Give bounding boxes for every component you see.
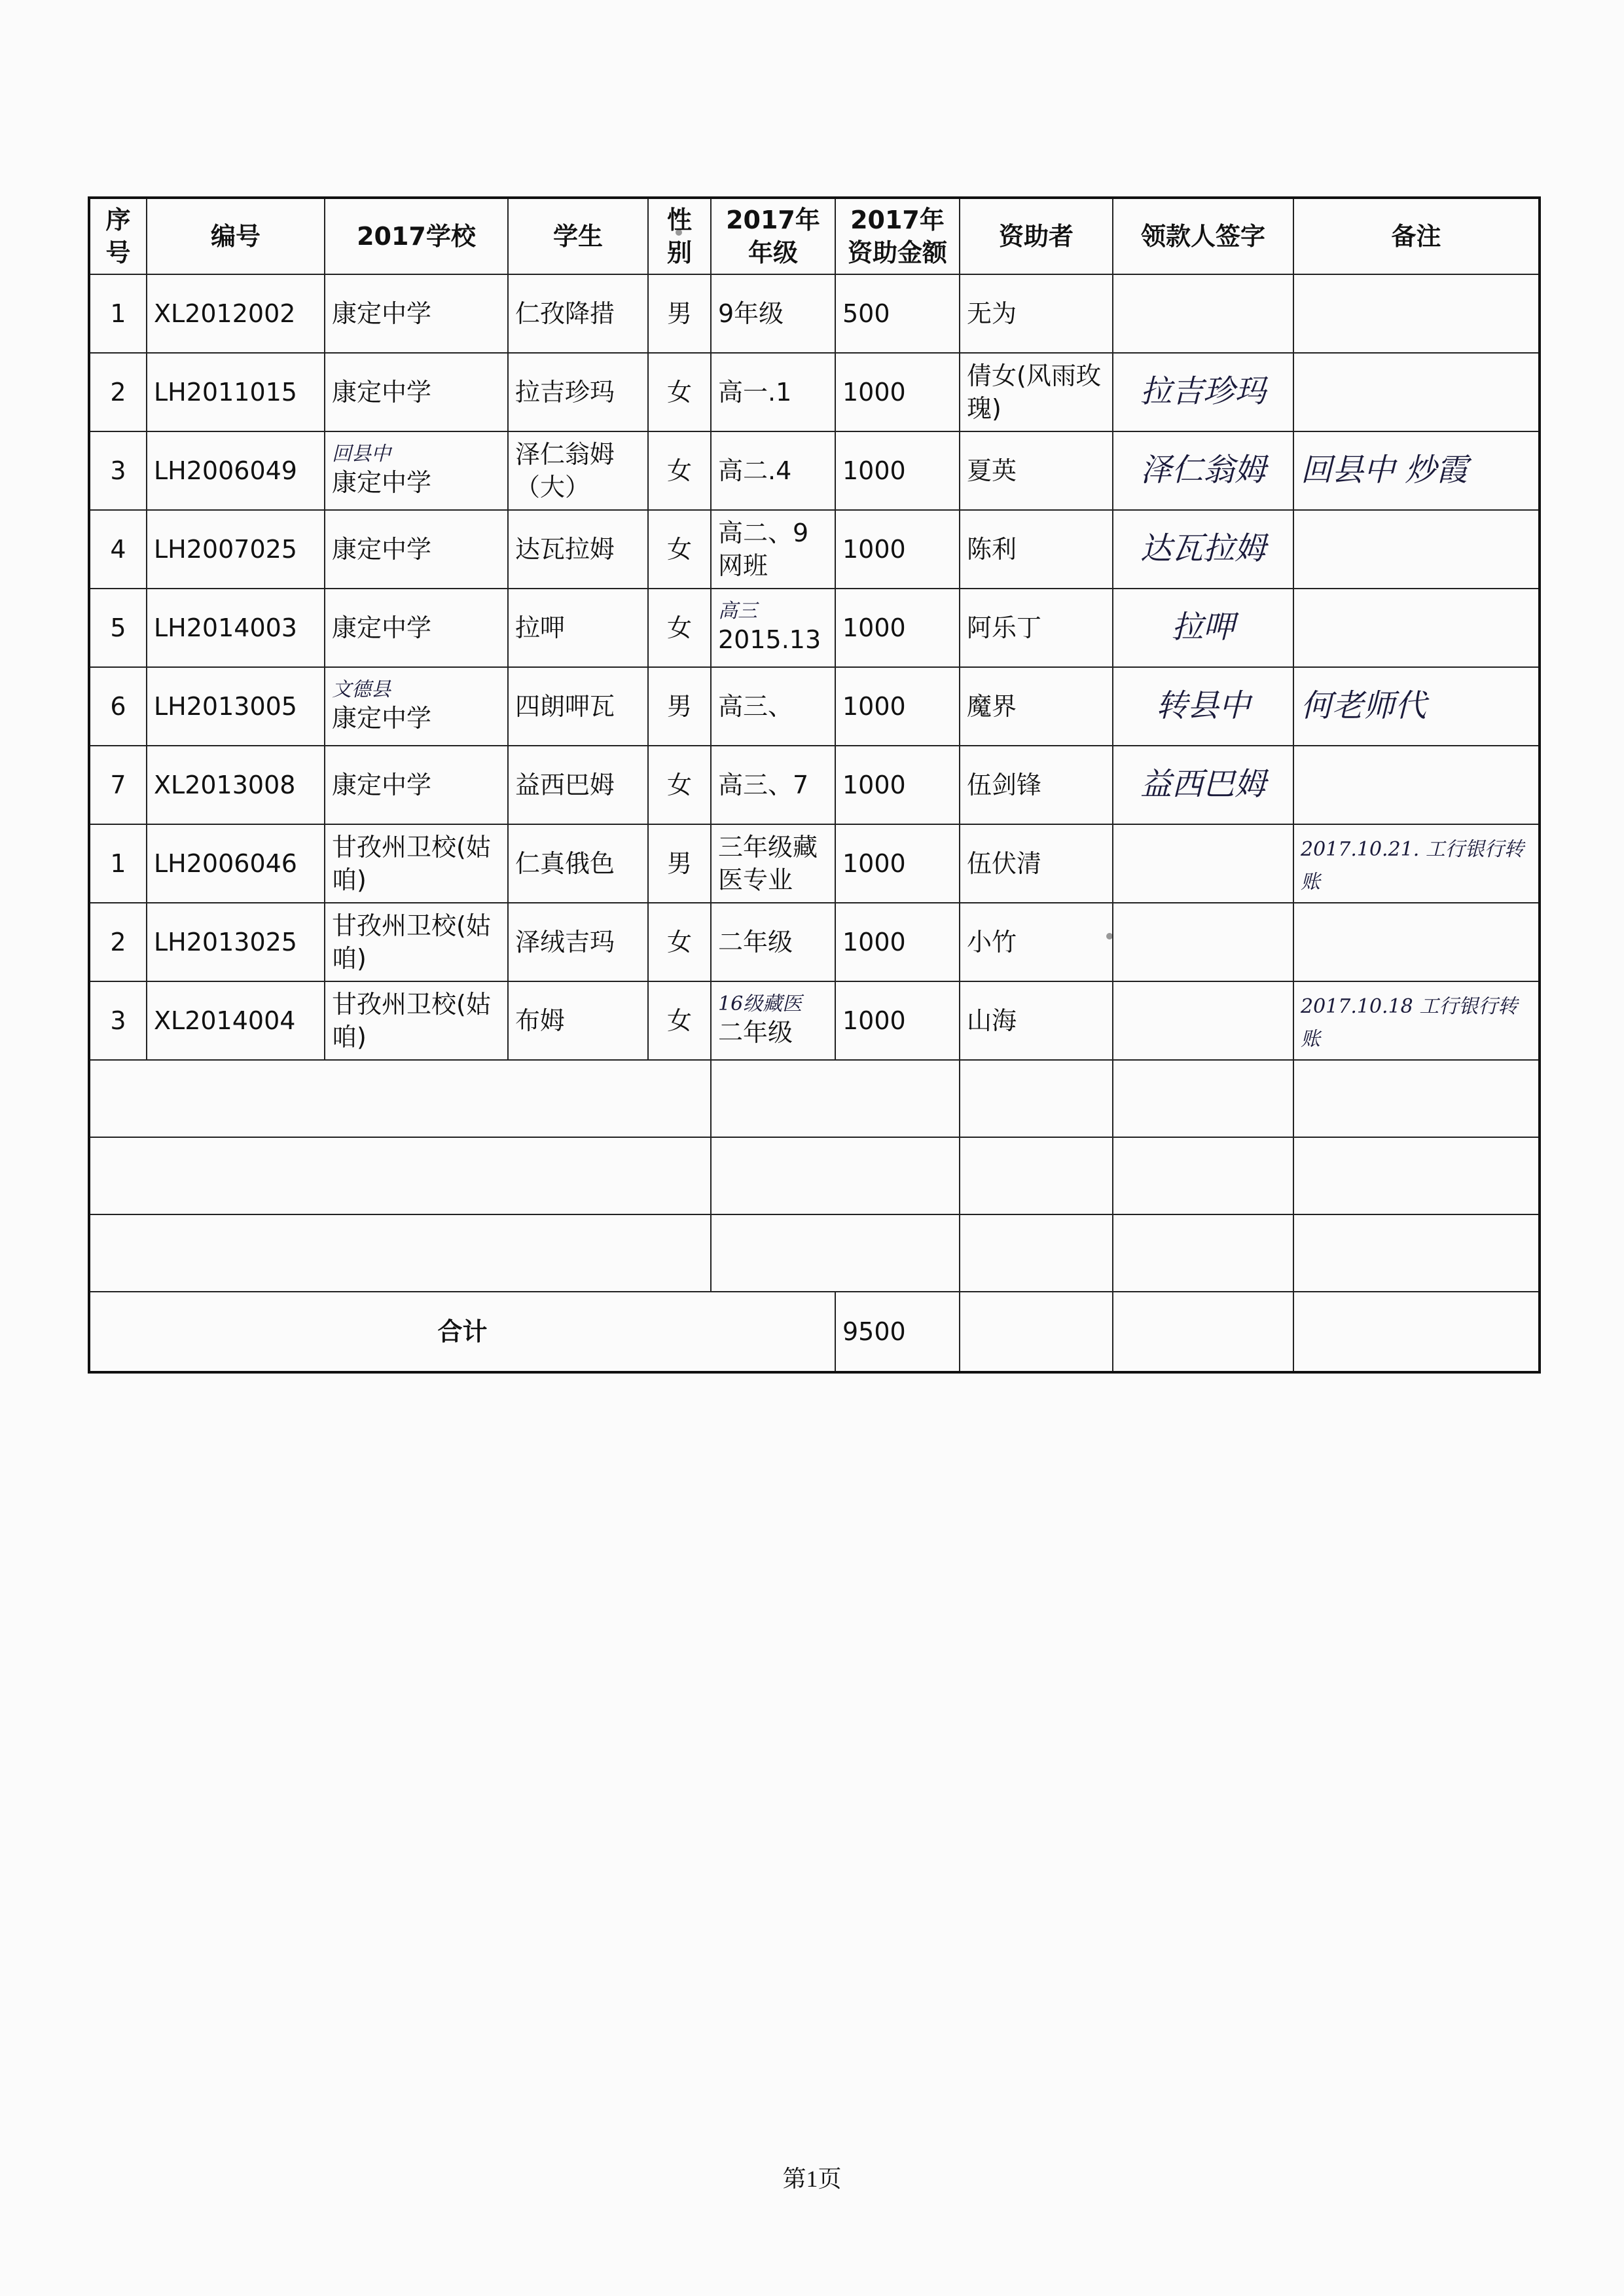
cell-no: [89, 667, 147, 746]
cell-gender-text: 女: [666, 378, 692, 407]
cell-amount-text: 1000: [842, 849, 906, 878]
table-row: [89, 903, 1540, 981]
cell-no: [89, 746, 147, 824]
cell-student-text: 达瓦拉姆: [515, 535, 615, 564]
cell-no-text: 4: [110, 535, 126, 564]
cell-remark-text: 何老师代: [1301, 687, 1427, 724]
cell-grade: [711, 353, 835, 431]
cell-school-text: 康定中学: [332, 378, 432, 407]
cell-gender: [648, 274, 711, 353]
cell-grade: [711, 746, 835, 824]
cell-id: [147, 353, 325, 431]
cell-school-text: 康定中学: [332, 704, 432, 733]
cell-sponsor: [960, 510, 1113, 589]
cell-sponsor: [960, 589, 1113, 667]
cell-no: [89, 431, 147, 510]
col-header-school: 2017学校: [325, 198, 508, 274]
cell-student: [508, 353, 648, 431]
cell-gender-text: 女: [666, 1006, 692, 1035]
cell-signature-text: 泽仁翁姆: [1140, 451, 1266, 488]
cell-id: [147, 667, 325, 746]
cell-id: [147, 589, 325, 667]
cell-sponsor-text: 伍伏清: [967, 849, 1042, 878]
col-header-student: 学生: [508, 198, 648, 274]
total-empty-cell: [1293, 1292, 1540, 1372]
cell-gender-text: 女: [666, 613, 692, 642]
cell-grade: [711, 981, 835, 1060]
cell-school: [325, 510, 508, 589]
cell-school-handwritten-note: 回县中: [332, 443, 391, 465]
cell-no-text: 7: [110, 771, 126, 799]
cell-sponsor: [960, 824, 1113, 903]
cell-school: [325, 824, 508, 903]
table-row: [89, 667, 1540, 746]
blank-cell: [711, 1214, 960, 1292]
cell-id: [147, 746, 325, 824]
cell-school: [325, 589, 508, 667]
cell-school-handwritten-note: 文德县: [332, 678, 391, 701]
cell-gender-text: 男: [666, 692, 692, 721]
cell-gender: [648, 981, 711, 1060]
cell-grade-text: 高三、7: [718, 771, 809, 799]
cell-gender-text: 女: [666, 456, 692, 485]
col-header-sponsor: 资助者: [960, 198, 1113, 274]
cell-student: [508, 431, 648, 510]
cell-signature: [1113, 589, 1293, 667]
table-row: [89, 981, 1540, 1060]
blank-cell: [960, 1060, 1113, 1137]
cell-student-text: 仁孜降措: [515, 299, 615, 328]
cell-id-text: LH2007025: [154, 535, 297, 564]
cell-school-text: 甘孜州卫校(姑咱): [332, 990, 491, 1051]
cell-signature: [1113, 824, 1293, 903]
cell-school: [325, 431, 508, 510]
cell-no-text: 1: [110, 849, 126, 878]
total-amount: 9500: [835, 1292, 960, 1372]
cell-gender: [648, 667, 711, 746]
cell-no: [89, 824, 147, 903]
cell-gender-text: 男: [666, 849, 692, 878]
col-header-signature: 领款人签字: [1113, 198, 1293, 274]
table-row: [89, 510, 1540, 589]
cell-gender: [648, 589, 711, 667]
cell-gender: [648, 510, 711, 589]
cell-sponsor-text: 魔界: [967, 692, 1017, 721]
cell-no: [89, 510, 147, 589]
col-header-gender: 性别: [648, 198, 711, 274]
cell-school-text: 甘孜州卫校(姑咱): [332, 833, 491, 894]
cell-gender-text: 女: [666, 928, 692, 957]
cell-amount-text: 1000: [842, 692, 906, 721]
cell-student-text: 四朗呷瓦: [515, 692, 615, 721]
cell-no-text: 2: [110, 928, 126, 957]
cell-no-text: 3: [110, 456, 126, 485]
cell-sponsor-text: 陈利: [967, 535, 1017, 564]
cell-sponsor-text: 小竹: [967, 928, 1017, 957]
col-header-grade: 2017年年级: [711, 198, 835, 274]
cell-amount-text: 1000: [842, 613, 906, 642]
cell-sponsor: [960, 274, 1113, 353]
blank-cell: [1113, 1060, 1293, 1137]
table-row: [89, 431, 1540, 510]
cell-id-text: LH2013005: [154, 692, 297, 721]
cell-school: [325, 274, 508, 353]
cell-id-text: XL2013008: [154, 771, 296, 799]
cell-id: [147, 903, 325, 981]
cell-grade: [711, 824, 835, 903]
cell-id: [147, 510, 325, 589]
cell-signature: [1113, 274, 1293, 353]
blank-row: [89, 1214, 1540, 1292]
cell-grade-text: 二年级: [718, 928, 793, 957]
cell-grade: [711, 903, 835, 981]
cell-student: [508, 903, 648, 981]
cell-student-text: 拉吉珍玛: [515, 378, 615, 407]
cell-sponsor: [960, 746, 1113, 824]
cell-grade-text: 高一.1: [718, 378, 792, 407]
page-number: 第1页: [782, 2166, 842, 2192]
cell-amount-text: 1000: [842, 771, 906, 799]
cell-amount-text: 1000: [842, 456, 906, 485]
cell-sponsor-text: 无为: [967, 299, 1017, 328]
total-empty-cell: [1113, 1292, 1293, 1372]
cell-remark-text: 2017.10.18 工行银行转账: [1301, 995, 1518, 1051]
cell-remark: [1293, 274, 1540, 353]
cell-grade-text: 二年级: [718, 1018, 793, 1047]
cell-amount: [835, 431, 960, 510]
cell-grade-handwritten-note: 16级藏医: [718, 993, 803, 1015]
cell-signature: [1113, 667, 1293, 746]
cell-school-text: 康定中学: [332, 613, 432, 642]
cell-signature-text: 转县中: [1155, 687, 1250, 724]
col-header-no: 序号: [89, 198, 147, 274]
blank-cell: [960, 1214, 1113, 1292]
blank-cell: [1113, 1137, 1293, 1214]
cell-grade-text: 高二、9网班: [718, 519, 809, 580]
cell-signature: [1113, 746, 1293, 824]
cell-remark-text: 2017.10.21. 工行银行转账: [1301, 838, 1524, 894]
cell-student-text: 泽仁翁姆（大）: [515, 440, 615, 501]
cell-grade: [711, 589, 835, 667]
table-row: [89, 746, 1540, 824]
cell-id: [147, 274, 325, 353]
cell-remark: [1293, 981, 1540, 1060]
cell-amount-text: 1000: [842, 1006, 906, 1035]
blank-cell: [1293, 1137, 1540, 1214]
col-header-amount: 2017年资助金额: [835, 198, 960, 274]
cell-sponsor: [960, 667, 1113, 746]
cell-sponsor-text: 倩女(风雨玫瑰): [967, 361, 1101, 423]
blank-cell: [1113, 1214, 1293, 1292]
cell-student-text: 拉呷: [515, 613, 566, 642]
cell-signature: [1113, 353, 1293, 431]
cell-no-text: 5: [110, 613, 126, 642]
cell-amount: [835, 746, 960, 824]
cell-id: [147, 981, 325, 1060]
cell-no: [89, 981, 147, 1060]
cell-gender: [648, 353, 711, 431]
cell-id-text: LH2006049: [154, 456, 297, 485]
total-empty-cell: [960, 1292, 1113, 1372]
cell-id-text: XL2014004: [154, 1006, 296, 1035]
table-row: [89, 589, 1540, 667]
blank-cell: [1293, 1214, 1540, 1292]
total-row: [89, 1292, 1540, 1372]
cell-signature: [1113, 981, 1293, 1060]
cell-signature-text: 拉吉珍玛: [1140, 373, 1266, 410]
cell-id-text: LH2006046: [154, 849, 297, 878]
cell-grade: [711, 431, 835, 510]
cell-id-text: LH2013025: [154, 928, 297, 957]
cell-student-text: 益西巴姆: [515, 771, 615, 799]
cell-school: [325, 353, 508, 431]
cell-student-text: 泽绒吉玛: [515, 928, 615, 957]
cell-grade-text: 高二.4: [718, 456, 792, 485]
cell-gender-text: 女: [666, 535, 692, 564]
cell-amount: [835, 353, 960, 431]
cell-grade: [711, 274, 835, 353]
cell-sponsor: [960, 431, 1113, 510]
cell-student: [508, 274, 648, 353]
cell-student-text: 布姆: [515, 1006, 566, 1035]
cell-amount: [835, 510, 960, 589]
blank-cell: [89, 1060, 711, 1137]
blank-cell: [89, 1214, 711, 1292]
header-row: [89, 198, 1540, 274]
cell-school: [325, 667, 508, 746]
blank-cell: [1293, 1060, 1540, 1137]
cell-gender-text: 男: [666, 299, 692, 328]
cell-no-text: 1: [110, 299, 126, 328]
cell-school-text: 康定中学: [332, 468, 432, 497]
sponsorship-table: [88, 196, 1541, 1374]
cell-school: [325, 981, 508, 1060]
cell-grade: [711, 667, 835, 746]
cell-remark-text: 回县中 炒霞: [1301, 451, 1468, 488]
cell-id-text: XL2012002: [154, 299, 296, 328]
total-label: 合计: [89, 1292, 835, 1372]
cell-signature: [1113, 903, 1293, 981]
cell-remark: [1293, 824, 1540, 903]
cell-amount: [835, 981, 960, 1060]
cell-sponsor: [960, 981, 1113, 1060]
cell-amount-text: 1000: [842, 535, 906, 564]
blank-cell: [960, 1137, 1113, 1214]
table-row: [89, 824, 1540, 903]
cell-student: [508, 824, 648, 903]
cell-id-text: LH2014003: [154, 613, 297, 642]
cell-signature-text: 达瓦拉姆: [1140, 530, 1266, 567]
cell-id-text: LH2011015: [154, 378, 297, 407]
blank-row: [89, 1137, 1540, 1214]
cell-no-text: 6: [110, 692, 126, 721]
cell-amount: [835, 903, 960, 981]
cell-remark: [1293, 353, 1540, 431]
cell-sponsor-text: 夏英: [967, 456, 1017, 485]
cell-signature: [1113, 431, 1293, 510]
cell-gender: [648, 824, 711, 903]
cell-amount: [835, 274, 960, 353]
cell-grade-handwritten-note: 高三: [718, 600, 757, 623]
cell-student: [508, 981, 648, 1060]
cell-signature-text: 拉呷: [1171, 608, 1235, 646]
cell-amount: [835, 589, 960, 667]
cell-signature: [1113, 510, 1293, 589]
cell-no: [89, 903, 147, 981]
cell-remark: [1293, 431, 1540, 510]
cell-amount: [835, 667, 960, 746]
cell-remark: [1293, 667, 1540, 746]
table-row: [89, 353, 1540, 431]
cell-gender: [648, 903, 711, 981]
cell-school-text: 康定中学: [332, 535, 432, 564]
cell-school-text: 康定中学: [332, 771, 432, 799]
cell-school: [325, 903, 508, 981]
cell-gender: [648, 431, 711, 510]
cell-sponsor: [960, 903, 1113, 981]
cell-remark: [1293, 903, 1540, 981]
cell-id: [147, 431, 325, 510]
cell-remark: [1293, 510, 1540, 589]
cell-sponsor-text: 山海: [967, 1006, 1017, 1035]
cell-no: [89, 353, 147, 431]
table-body: [89, 274, 1540, 1060]
cell-remark: [1293, 589, 1540, 667]
cell-school-text: 甘孜州卫校(姑咱): [332, 911, 491, 973]
cell-grade-text: 高三、: [718, 692, 793, 721]
cell-student: [508, 510, 648, 589]
cell-no-text: 3: [110, 1006, 126, 1035]
cell-school-text: 康定中学: [332, 299, 432, 328]
cell-student: [508, 589, 648, 667]
cell-grade: [711, 510, 835, 589]
cell-student-text: 仁真俄色: [515, 849, 615, 878]
blank-cell: [89, 1137, 711, 1214]
cell-school: [325, 746, 508, 824]
blank-cell: [711, 1060, 960, 1137]
cell-sponsor-text: 阿乐丁: [967, 613, 1042, 642]
blank-rows: [89, 1060, 1540, 1292]
cell-id: [147, 824, 325, 903]
blank-cell: [711, 1137, 960, 1214]
cell-gender: [648, 746, 711, 824]
cell-grade-text: 9年级: [718, 299, 784, 328]
cell-sponsor: [960, 353, 1113, 431]
cell-remark: [1293, 746, 1540, 824]
cell-gender-text: 女: [666, 771, 692, 799]
cell-no-text: 2: [110, 378, 126, 407]
cell-student: [508, 746, 648, 824]
table-row: [89, 274, 1540, 353]
cell-no: [89, 589, 147, 667]
cell-amount-text: 1000: [842, 928, 906, 957]
cell-amount: [835, 824, 960, 903]
col-header-remark: 备注: [1293, 198, 1540, 274]
cell-sponsor-text: 伍剑锋: [967, 771, 1042, 799]
cell-student: [508, 667, 648, 746]
cell-signature-text: 益西巴姆: [1140, 765, 1266, 803]
cell-amount-text: 1000: [842, 378, 906, 407]
cell-no: [89, 274, 147, 353]
col-header-id: 编号: [147, 198, 325, 274]
cell-grade-text: 三年级藏医专业: [718, 833, 818, 894]
cell-amount-text: 500: [842, 299, 890, 328]
blank-row: [89, 1060, 1540, 1137]
cell-grade-text: 2015.13: [718, 625, 821, 654]
